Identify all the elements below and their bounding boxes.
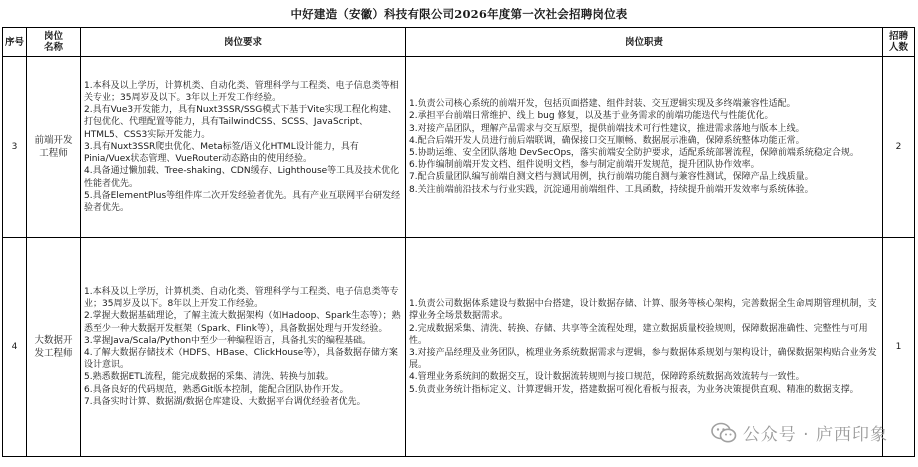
header-count-text: 招聘人数 xyxy=(888,31,908,53)
duty-item: 7.配合质量团队编写前端自测文档与测试用例，执行前端功能自测与兼容性测试，保障产品上线质量。 xyxy=(409,172,814,183)
row-position-text: 前端开发工程师 xyxy=(34,135,73,159)
row-requirements xyxy=(81,238,406,457)
header-count xyxy=(883,28,915,57)
duty-item: 2.完成数据采集、清洗、转换、存储、共享等全流程处理，建立数据质量校验规则，保障数据准确性、完整性与可用性。 xyxy=(409,323,868,346)
duty-item: 4.管理业务系统间的数据交互，设计数据流转规则与接口规范，保障跨系统数据高效流转与一致性。 xyxy=(409,372,805,383)
duty-item: 2.承担平台前端日常维护、线上 bug 修复，以及基于业务需求的前端功能迭代与性能优化。 xyxy=(409,111,774,122)
page-title: 中好建造（安徽）科技有限公司2026年度第一次社会招聘岗位表 xyxy=(290,7,628,21)
row-position xyxy=(27,238,81,457)
row-duties xyxy=(406,57,883,238)
recruitment-table xyxy=(2,27,915,457)
header-requirements: 岗位要求 xyxy=(81,28,406,57)
duty-item: 8.关注前端前沿技术与行业实践，沉淀通用前端组件、工具函数，持续提升前端开发效率与系统体验。 xyxy=(409,184,814,195)
requirement-item: 6.具备良好的代码规范，熟悉Git版本控制，能配合团队协作开发。 xyxy=(84,384,349,395)
row-no: 3 xyxy=(3,57,27,238)
duty-item: 4.配合后端开发人员进行前后端联调，确保接口交互顺畅、数据展示准确，保障系统整体功能正常。 xyxy=(409,135,805,146)
requirement-item: 3.具有Nuxt3SSR爬虫优化、Meta标签/语义化HTML设计能力，具有Pinia/Vuex状态管理、VueRouter动态路由的使用经验。 xyxy=(84,141,359,165)
row-count: 1 xyxy=(883,238,915,457)
duty-item: 1.负责公司核心系统的前端开发，包括页面搭建、组件封装、交互逻辑实现及多终端兼容性适配。 xyxy=(409,99,796,110)
duty-item: 5.负责业务统计指标定义、计算逻辑开发，搭建数据可视化看板与报表，为业务决策提供直观、精准的数据支撑。 xyxy=(409,384,859,395)
duty-item: 1.负责公司数据体系建设与数据中台搭建，设计数据存储、计算、服务等核心架构，完善数据全生命周期管理机制，支撑业务全场景数据需求。 xyxy=(409,299,877,322)
requirement-item: 5.具备ElementPlus等组件库二次开发经验者优先。具有产业互联网平台研发经验者优先。 xyxy=(84,190,401,213)
row-requirements xyxy=(81,57,406,238)
requirement-item: 2.具有Vue3开发能力，具有Nuxt3SSR/SSG模式下基于Vite实现工程化构建、打包优化、代理配置等能力，具有TailwindCSS、SCSS、JavaScript、HTML5、CSS3实际开发能力。 xyxy=(84,105,397,140)
requirement-item: 1.本科及以上学历，计算机类、自动化类、管理科学与工程类、电子信息类等专业；35周岁及以下。8年以上开发工作经验。 xyxy=(84,286,399,310)
duty-item: 3.对接产品团队，理解产品需求与交互原型，提供前端技术可行性建议，推进需求落地与版本上线。 xyxy=(409,123,805,134)
watermark-text: 公众号 · 庐西印象 xyxy=(742,425,888,445)
duty-item: 3.对接产品经理及业务团队，梳理业务系统数据需求与逻辑，参与数据体系规划与架构设计，确保数据架构贴合业务发展。 xyxy=(409,348,877,371)
requirement-item: 4.具备通过懒加载、Tree-shaking、CDN缓存、Lighthouse等工具及技术优化性能者优先。 xyxy=(84,166,400,189)
duty-item: 5.协助运维、安全团队落地 DevSecOps，落实前端安全防护要求，适配系统部署流程，保障前端系统稳定合规。 xyxy=(409,148,859,158)
table-header-row xyxy=(3,28,915,57)
requirement-item: 7.具备实时计算、数据湖/数据仓库建设、大数据平台调优经验者优先。 xyxy=(84,396,366,407)
row-count: 2 xyxy=(883,57,915,238)
row-position xyxy=(27,57,81,238)
wechat-icon xyxy=(711,422,737,444)
header-no: 序号 xyxy=(3,28,27,57)
requirement-item: 5.熟悉数据ETL流程，能完成数据的采集、清洗、转换与加载。 xyxy=(84,372,334,383)
header-position-text: 岗位名称 xyxy=(43,31,63,53)
row-position-text: 大数据开发工程师 xyxy=(34,335,73,359)
requirement-item: 2.掌握大数据基础理论，了解主流大数据架构（如Hadoop、Spark生态等）；熟悉至少一种大数据开发框架（Spark、Flink等），具备数据处理与开发经验。 xyxy=(84,311,401,334)
header-duties: 岗位职责 xyxy=(406,28,883,57)
watermark xyxy=(711,420,888,445)
requirement-item: 4.了解大数据存储技术（HDFS、HBase、ClickHouse等），具备数据存储方案设计意识。 xyxy=(84,348,398,371)
requirement-item: 3.掌握Java/Scala/Python中至少一种编程语言，具备扎实的编程基础。 xyxy=(84,335,372,346)
requirement-item: 1.本科及以上学历，计算机类、自动化类、管理科学与工程类、电子信息类等相关专业；35周岁及以下。3年以上开发工作经验。 xyxy=(84,80,399,104)
row-no: 4 xyxy=(3,238,27,457)
table-row xyxy=(3,57,915,238)
duty-item: 6.协作编制前端开发文档、组件说明文档，参与制定前端开发规范，提升团队协作效率。 xyxy=(409,160,760,171)
header-position xyxy=(27,28,81,57)
